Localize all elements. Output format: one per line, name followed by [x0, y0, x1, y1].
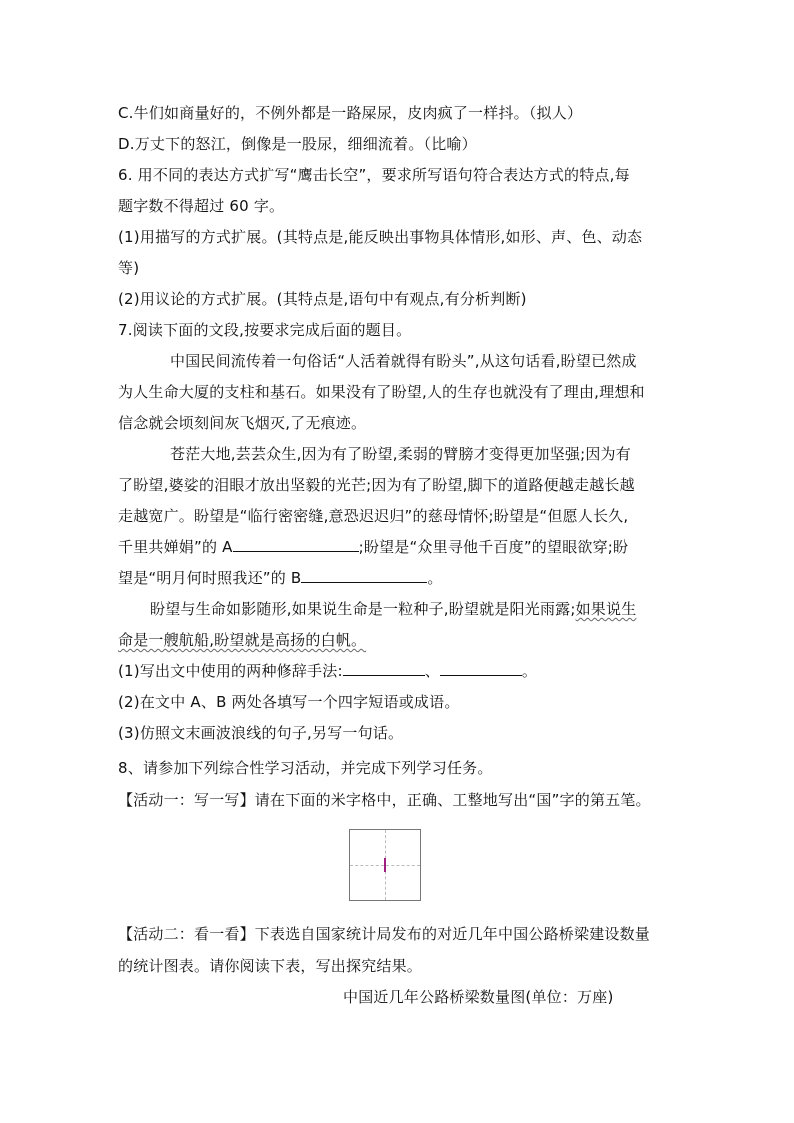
passage-p1-line-3: 信念就会顷刻间灰飞烟灭,了无痕迹。 [118, 414, 367, 432]
question-6-sub-2: (2)用议论的方式扩展。(其特点是,语句中有观点,有分析判断) [118, 290, 527, 308]
sub-question-2: (2)在文中 A、B 两处各填写一个四字短语或成语。 [118, 693, 460, 711]
question-6-sub-1-line-2: 等) [118, 259, 140, 277]
option-c: C.牛们如商量好的，不例外都是一路屎尿，皮肉疯了一样抖。（拟人） [118, 104, 583, 122]
passage-p2-line-3: 走越宽广。盼望是“临行密密缝,意恐迟迟归”的慈母情怀;盼望是“但愿人长久, [118, 507, 629, 525]
blank-b[interactable] [301, 568, 427, 583]
question-8-heading: 8、请参加下列综合性学习活动，并完成下列学习任务。 [118, 759, 493, 777]
passage-p2-line-4-part-1: 千里共婵娟”的 A [118, 538, 233, 556]
sub-question-1-text: (1)写出文中使用的两种修辞手法: [118, 662, 343, 680]
rhetoric-blank-1[interactable] [343, 661, 425, 676]
activity-1: 【活动一：写一写】请在下面的米字格中，正确、工整地写出“国”字的第五笔。 [118, 791, 651, 809]
passage-p1-line-2: 为人生命大厦的支柱和基石。如果没有了盼望,人的生存也就没有了理由,理想和 [118, 383, 645, 401]
wavy-sentence-end: 命是一艘航船,盼望就是高扬的白帆。 [118, 631, 367, 649]
rhetoric-blank-2[interactable] [440, 661, 522, 676]
passage-p3-line-1-part-1: 盼望与生命如影随形,如果说生命是一粒种子,盼望就是阳光雨露; [150, 600, 576, 618]
mi-character-grid[interactable] [349, 829, 421, 901]
passage-p3-line-2 [118, 630, 678, 650]
passage-p2-line-4 [118, 537, 678, 557]
passage-p2-line-5-part-2: 。 [427, 569, 443, 587]
passage-p2-line-4-part-2: ;盼望是“众里寻他千百度”的望眼欲穿;盼 [358, 538, 629, 556]
passage-p2-line-5-part-1: 望是“明月何时照我还”的 B [118, 569, 302, 587]
passage-p2-line-1: 苍茫大地,芸芸众生,因为有了盼望,柔弱的臂膀才变得更加坚强;因为有 [170, 445, 631, 463]
sub-question-1-separator: 、 [424, 662, 440, 680]
sub-question-1-end: 。 [521, 662, 538, 680]
question-7-heading: 7.阅读下面的文段,按要求完成后面的题目。 [118, 321, 412, 339]
sub-question-1 [118, 661, 678, 681]
wavy-sentence-start: 如果说生 [575, 600, 637, 618]
passage-p2-line-2: 了盼望,婆娑的泪眼才放出坚毅的光芒;因为有了盼望,脚下的道路便越走越长越 [118, 476, 635, 494]
passage-p3-line-1 [150, 599, 680, 619]
question-6-sub-1-line-1: (1)用描写的方式扩展。(其特点是,能反映出事物具体情形,如形、声、色、动态 [118, 228, 643, 246]
activity-2-line-2: 的统计图表。请你阅读下表，写出探究结果。 [118, 957, 423, 975]
chart-title: 中国近几年公路桥梁数量图(单位：万座) [343, 988, 614, 1006]
passage-p1-line-1: 中国民间流传着一句俗话“人活着就得有盼头”,从这句话看,盼望已然成 [170, 352, 637, 370]
question-6-line-2: 题字数不得超过 60 字。 [118, 197, 285, 215]
option-d: D.万丈下的怒江，倒像是一股尿，细细流着。（比喻） [118, 135, 477, 153]
sub-question-3: (3)仿照文末画波浪线的句子,另写一句话。 [118, 724, 404, 742]
blank-a[interactable] [233, 537, 359, 552]
question-6-line-1: 6. 用不同的表达方式扩写“鹰击长空”，要求所写语句符合表达方式的特点,每 [118, 166, 630, 184]
activity-2-line-1: 【活动二：看一看】下表选自国家统计局发布的对近几年中国公路桥梁建设数量 [118, 925, 651, 943]
fifth-stroke-mark [384, 858, 386, 872]
passage-p2-line-5 [118, 568, 678, 588]
